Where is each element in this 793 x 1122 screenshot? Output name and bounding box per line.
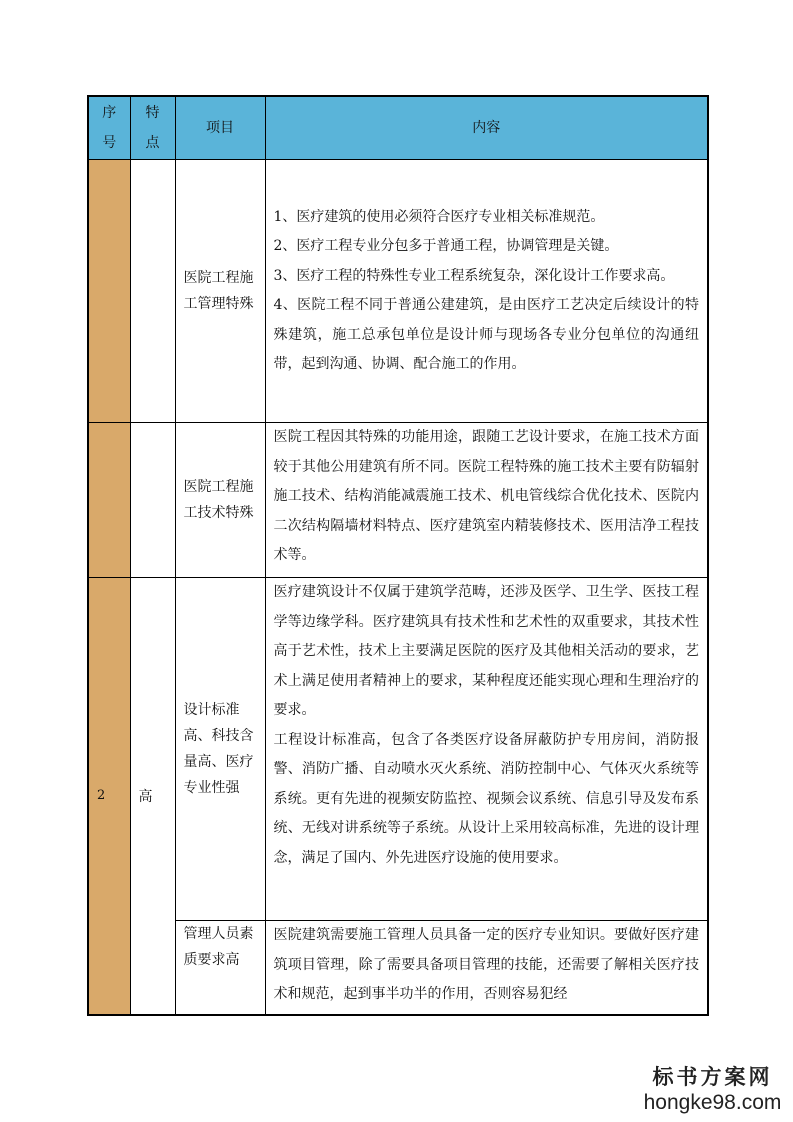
content-paragraph: 工程设计标准高，包含了各类医疗设备屏蔽防护专用房间，消防报警、消防广播、自动喷水灭火系统、消防控制中心、气体灭火系统等系统。更有先进的视频安防监控、视频会议系统、信息引导及发布系统、无线对讲系统等子系统。从设计上采用较高标准，先进的设计理念，满足了国内、外先进医疗设施的使用要求。 [273, 731, 699, 866]
header-seq: 序号 [88, 96, 130, 160]
table-row [88, 921, 708, 1015]
content-cell [265, 423, 708, 578]
item-text: 医院工程施工管理特殊 [183, 270, 254, 312]
content-paragraph: 1、医疗建筑的使用必须符合医疗专业相关标准规范。 [273, 208, 605, 225]
item-cell [175, 921, 265, 1015]
header-feature: 特点 [130, 96, 175, 160]
item-text: 管理人员素质要求高 [183, 926, 254, 968]
item-cell [175, 423, 265, 578]
content-paragraph: 医疗建筑设计不仅属于建筑学范畴，还涉及医学、卫生学、医技工程学等边缘学科。医疗建筑具有技术性和艺术性的双重要求，其技术性高于艺术性，技术上主要满足医院的医疗及其他相关活动的要求，艺术上满足使用者精神上的要求，某种程度还能实现心理和生理治疗的要求。 [273, 584, 699, 718]
feature-cell [130, 423, 175, 578]
content-paragraph: 医院工程因其特殊的功能用途，跟随工艺设计要求，在施工技术方面较于其他公用建筑有所不同。医院工程特殊的施工技术主要有防辐射施工技术、结构消能减震施工技术、机电管线综合优化技术、医院内二次结构隔墙材料特点、医疗建筑室内精装修技术、医用洁净工程技术等。 [273, 429, 699, 563]
watermark-title: 标书方案网 [652, 1064, 773, 1089]
content-paragraph: 3、医疗工程的特殊性专业工程系统复杂，深化设计工作要求高。 [273, 267, 675, 284]
seq-cell [88, 423, 130, 578]
watermark [640, 1064, 785, 1116]
features-table [87, 95, 709, 1016]
watermark-url: hongke98.com [643, 1091, 782, 1114]
content-paragraph: 2、医疗工程专业分包多于普通工程，协调管理是关键。 [273, 238, 619, 254]
table-row [88, 423, 708, 578]
header-content: 内容 [265, 96, 708, 160]
table-header-row [88, 96, 708, 160]
seq-cell [88, 160, 130, 423]
feature-cell [130, 160, 175, 423]
content-paragraph: 4、医院工程不同于普通公建建筑，是由医疗工艺决定后续设计的特殊建筑，施工总承包单位是设计师与现场各专业分包单位的沟通纽带，起到沟通、协调、配合施工的作用。 [273, 297, 699, 372]
item-cell [175, 160, 265, 423]
content-cell [265, 160, 708, 423]
item-text: 设计标准高、科技含量高、医疗专业性强 [183, 702, 254, 796]
table-row [88, 578, 708, 921]
seq-cell: 2 [88, 578, 130, 1015]
content-cell [265, 921, 708, 1015]
content-paragraph: 医院建筑需要施工管理人员具备一定的医疗专业知识。要做好医疗建筑项目管理，除了需要具备项目管理的技能，还需要了解相关医疗技术和规范，起到事半功半的作用，否则容易犯经 [273, 927, 699, 1002]
header-item: 项目 [175, 96, 265, 160]
feature-cell: 高 [130, 578, 175, 1015]
table-row [88, 160, 708, 423]
item-cell [175, 578, 265, 921]
content-cell [265, 578, 708, 921]
item-text: 医院工程施工技术特殊 [183, 479, 254, 521]
